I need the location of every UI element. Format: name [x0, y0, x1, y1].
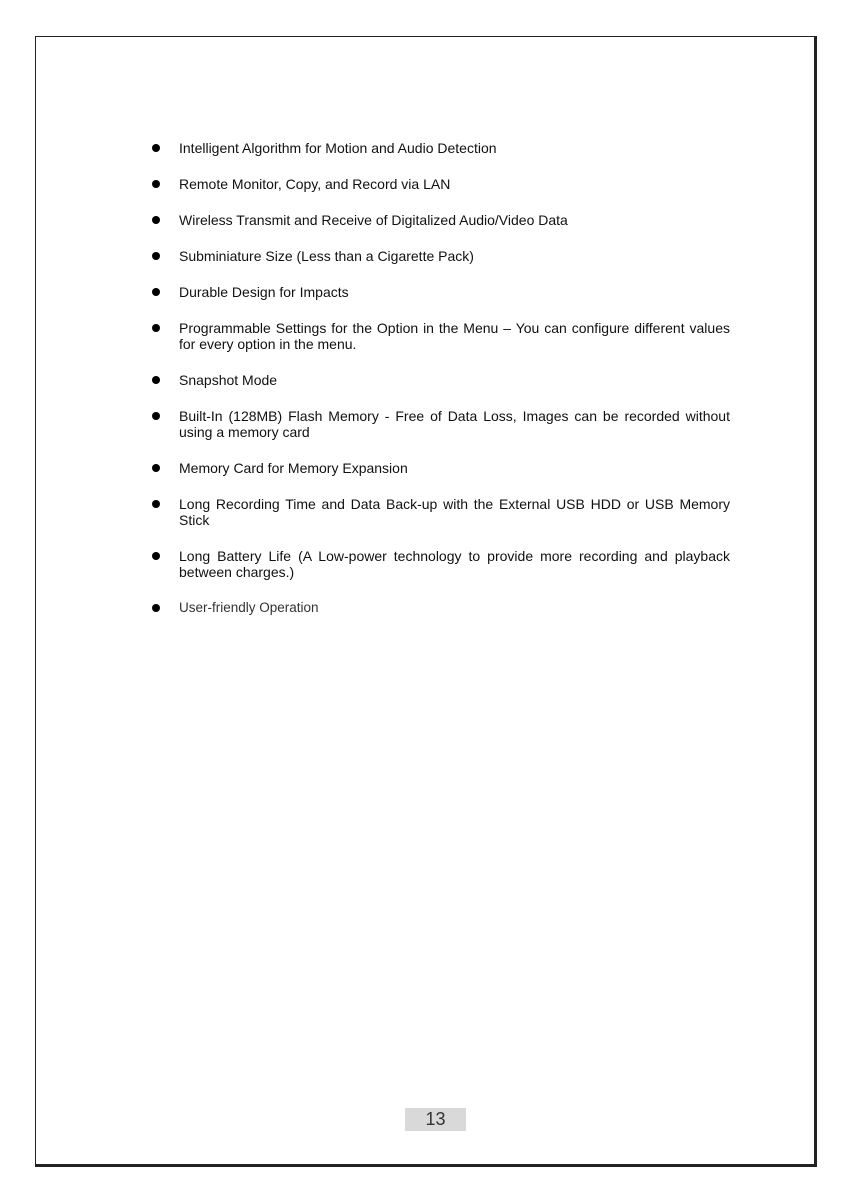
- feature-text: Memory Card for Memory Expansion: [179, 460, 408, 476]
- feature-text: Long Battery Life (A Low-power technology to provide more recording and playback between charges.): [179, 548, 730, 580]
- page-number: 13: [405, 1108, 466, 1131]
- list-item: [148, 140, 730, 156]
- bullet-icon: [152, 412, 160, 420]
- list-item: [148, 320, 730, 352]
- bullet-icon: [152, 252, 160, 260]
- list-item: [148, 496, 730, 528]
- feature-text: Subminiature Size (Less than a Cigarette Pack): [179, 248, 474, 264]
- list-item: [148, 284, 730, 300]
- feature-text: Intelligent Algorithm for Motion and Audio Detection: [179, 140, 497, 156]
- bullet-icon: [152, 216, 160, 224]
- bullet-icon: [152, 324, 160, 332]
- list-item: [148, 408, 730, 440]
- bullet-icon: [152, 144, 160, 152]
- bullet-icon: [152, 464, 160, 472]
- list-item: [148, 600, 730, 616]
- list-item: [148, 548, 730, 580]
- bullet-icon: [152, 552, 160, 560]
- feature-text: Built-In (128MB) Flash Memory - Free of Data Loss, Images can be recorded without using a memory card: [179, 408, 730, 440]
- bullet-icon: [152, 180, 160, 188]
- list-item: [148, 372, 730, 388]
- list-item: [148, 212, 730, 228]
- feature-list: [148, 140, 730, 616]
- bullet-icon: [152, 500, 160, 508]
- feature-text: Durable Design for Impacts: [179, 284, 349, 300]
- list-item: [148, 460, 730, 476]
- feature-text: Remote Monitor, Copy, and Record via LAN: [179, 176, 451, 192]
- bullet-icon: [152, 604, 160, 612]
- feature-text: Long Recording Time and Data Back-up with the External USB HDD or USB Memory Stick: [179, 496, 730, 528]
- list-item: [148, 176, 730, 192]
- feature-text: Wireless Transmit and Receive of Digitalized Audio/Video Data: [179, 212, 568, 228]
- bullet-icon: [152, 376, 160, 384]
- list-item: [148, 248, 730, 264]
- feature-text: Programmable Settings for the Option in the Menu – You can configure different values for every option in the menu.: [179, 320, 730, 352]
- feature-text: Snapshot Mode: [179, 372, 278, 388]
- bullet-icon: [152, 288, 160, 296]
- feature-text: User-friendly Operation: [179, 600, 319, 615]
